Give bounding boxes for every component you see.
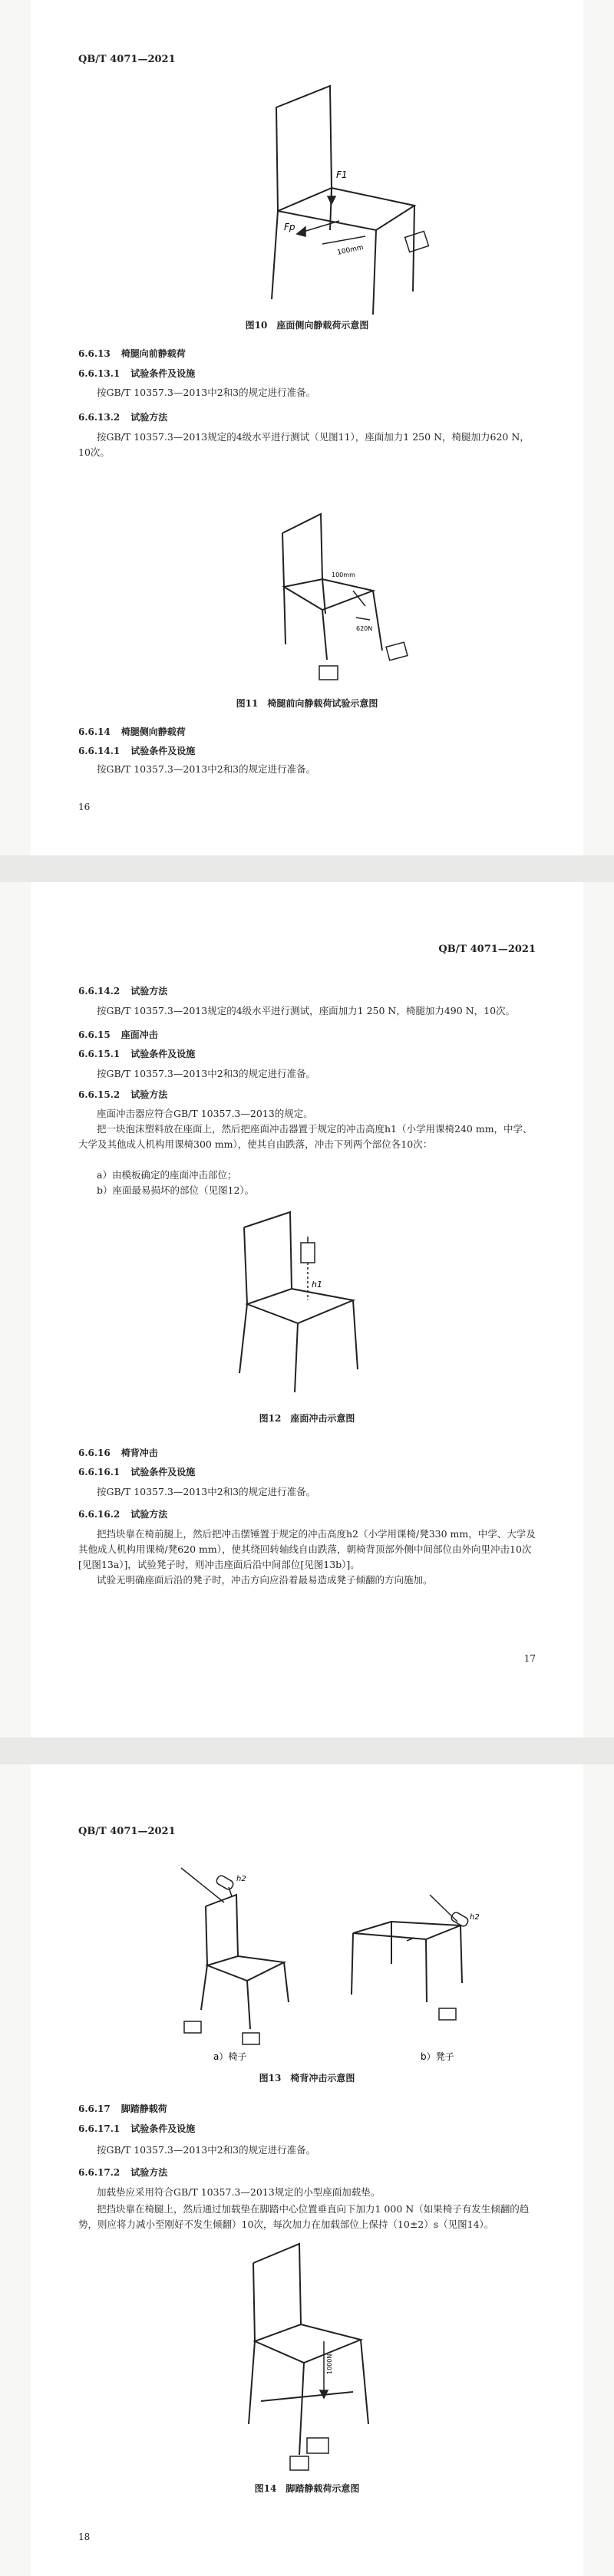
page-number: 18	[78, 2532, 91, 2542]
section-title: 试验方法	[130, 2167, 168, 2178]
page-header: QB/T 4071—2021	[78, 1826, 176, 1837]
figure-10-caption: 图10 座面侧向静载荷示意图	[245, 320, 369, 331]
paragraph: 把一块泡沫塑料放在座面上，然后把座面冲击器置于规定的冲击高度h1（小学用课椅240 mm，中学、大学及其他成人机构用课椅300 mm），使其自由跌落，冲击下列两个部位各10次：	[78, 1123, 533, 1150]
section-6-6-16-2	[78, 1507, 167, 1520]
section-number: 6.6.13.2	[78, 412, 120, 423]
page-number: 17	[523, 1653, 536, 1664]
section-number: 6.6.17.1	[78, 2123, 120, 2134]
paragraph: 试验无明确座面后沿的凳子时，冲击方向应沿着最易造成凳子倾翻的方向施加。	[97, 1574, 433, 1586]
section-number: 6.6.16.1	[78, 1467, 120, 1477]
figure-10-label-f1: F1	[336, 170, 348, 180]
section-title: 试验条件及设施	[130, 1049, 196, 1059]
paragraph: 按GB/T 10357.3—2013中2和3的规定进行准备。	[97, 763, 316, 775]
paragraph: 按GB/T 10357.3—2013中2和3的规定进行准备。	[97, 1486, 316, 1497]
section-title: 试验方法	[130, 986, 168, 996]
section-6-6-14	[78, 725, 186, 738]
page-header: QB/T 4071—2021	[438, 944, 536, 955]
section-title: 试验方法	[130, 412, 168, 423]
figure-14-caption: 图14 脚踏静载荷示意图	[254, 2483, 360, 2494]
paragraph: 把挡块靠在椅腿上，然后通过加载垫在脚踏中心位置垂直向下加力1 000 N（如果椅子有发生倾翻的趋势，则应将力减小至刚好不发生倾翻）10次，每次加力在加载部位上保持（10±2）s（见图14）。	[78, 2203, 530, 2230]
list-item: b）座面最易损坏的部位（见图12）。	[97, 1184, 255, 1196]
section-number: 6.6.15	[78, 1029, 111, 1040]
figure-10-label-dim: 100mm	[336, 243, 365, 257]
section-number: 6.6.16	[78, 1448, 111, 1458]
section-number: 6.6.17	[78, 2103, 111, 2114]
figure-13b-label-h: h2	[470, 1913, 480, 1922]
section-6-6-16	[78, 1446, 158, 1459]
paragraph: 按GB/T 10357.3—2013中2和3的规定进行准备。	[97, 1068, 316, 1079]
paragraph: 按GB/T 10357.3—2013中2和3的规定进行准备。	[97, 387, 316, 398]
section-title: 脚踏静载荷	[120, 2103, 167, 2114]
figure-13-sub-a: a）椅子	[213, 2051, 247, 2062]
section-title: 椅腿侧向静载荷	[120, 726, 186, 737]
figure-13a-label-h: h2	[236, 1875, 246, 1883]
paragraph: 按GB/T 10357.3—2013规定的4级水平进行测试（见图11），座面加力1 250 N，椅腿加力620 N，10次。	[78, 431, 530, 458]
figure-11-caption: 图11 椅腿前向静载荷试验示意图	[236, 698, 378, 709]
section-number: 6.6.14.2	[78, 986, 120, 996]
figure-10-label-fp: Fp	[284, 222, 295, 232]
paragraph: 按GB/T 10357.3—2013规定的4级水平进行测试，座面加力1 250 N，椅腿加力490 N，10次。	[97, 1005, 516, 1016]
section-number: 6.6.16.2	[78, 1509, 120, 1520]
section-title: 试验方法	[130, 1509, 168, 1520]
page-header: QB/T 4071—2021	[78, 54, 176, 65]
section-title: 试验方法	[130, 1089, 168, 1100]
figure-13-sub-b: b）凳子	[421, 2051, 454, 2062]
section-number: 6.6.15.1	[78, 1049, 120, 1059]
section-title: 试验条件及设施	[130, 368, 196, 379]
section-title: 试验条件及设施	[130, 1467, 196, 1477]
figure-13-caption: 图13 椅背冲击示意图	[259, 2073, 355, 2084]
section-title: 试验条件及设施	[130, 746, 196, 756]
section-title: 座面冲击	[120, 1029, 158, 1040]
figure-11-label-a: 100mm	[332, 572, 355, 578]
page-17	[31, 882, 583, 1738]
figure-11-label-b: 620N	[356, 625, 373, 632]
paragraph: 按GB/T 10357.3—2013中2和3的规定进行准备。	[97, 2144, 316, 2156]
page-16	[31, 0, 583, 855]
page-number: 16	[78, 802, 91, 812]
section-title: 椅背冲击	[120, 1448, 158, 1458]
list-item: a）由模板确定的座面冲击部位；	[97, 1169, 237, 1181]
section-title: 椅腿向前静载荷	[120, 348, 186, 359]
figure-12-label-h: h1	[312, 1280, 322, 1290]
page-gap	[0, 855, 614, 882]
paragraph: 加载垫应采用符合GB/T 10357.3—2013规定的小型座面加载垫。	[97, 2186, 381, 2198]
section-number: 6.6.15.2	[78, 1089, 120, 1100]
section-number: 6.6.13.1	[78, 368, 120, 379]
section-number: 6.6.13	[78, 348, 111, 359]
section-6-6-14-1	[78, 744, 195, 757]
section-number: 6.6.17.2	[78, 2167, 120, 2178]
page-18	[31, 1764, 583, 2576]
section-number: 6.6.14	[78, 726, 111, 737]
figure-14	[31, 1764, 583, 2576]
paragraph: 把挡块靠在椅前腿上，然后把冲击摆锤置于规定的冲击高度h2（小学用课椅/凳330 mm，中学、大学及其他成人机构用课椅/凳620 mm），使其绕回转轴线自由跌落，朝椅背顶部外侧中间部位由外向里冲击10次[见图13a）]，试验凳子时，则冲击座面后沿中间部位[见图13b）]。	[78, 1528, 536, 1570]
figure-12-caption: 图12 座面冲击示意图	[259, 1413, 355, 1424]
page-gap	[0, 1738, 614, 1764]
figure-14-label-f: 1000N	[326, 2354, 333, 2374]
section-6-6-16-1	[78, 1465, 195, 1478]
paragraph: 座面冲击器应符合GB/T 10357.3—2013的规定。	[97, 1108, 313, 1119]
section-number: 6.6.14.1	[78, 746, 120, 756]
figure-12	[31, 882, 583, 1738]
section-title: 试验条件及设施	[130, 2123, 196, 2134]
